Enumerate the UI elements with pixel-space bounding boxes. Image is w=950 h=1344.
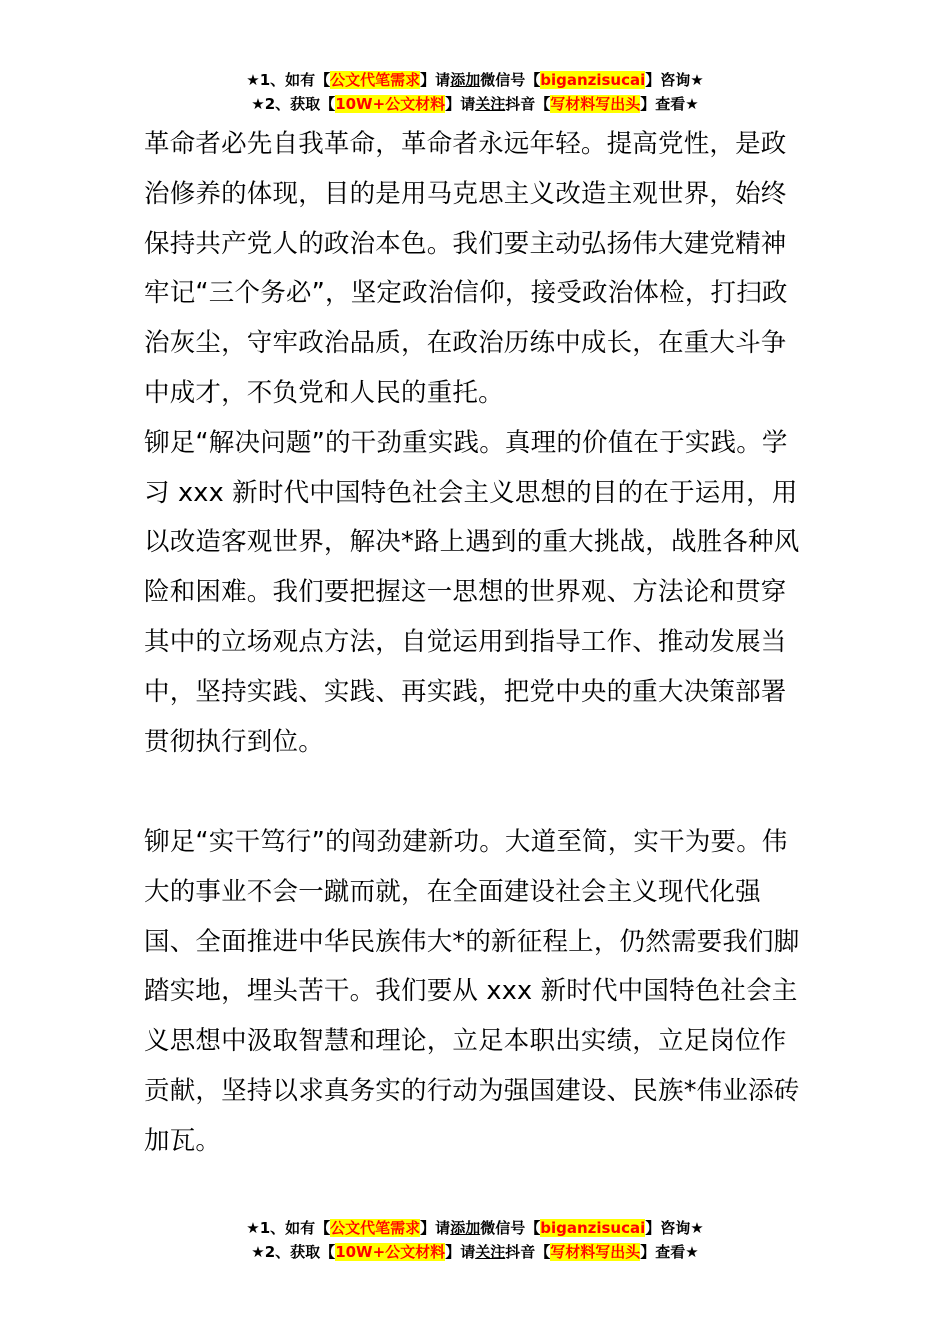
footer-line1-highlight-writing-service: 公文代笔需求 bbox=[330, 1219, 421, 1237]
footer-line2-text-c: 】请 bbox=[445, 1243, 476, 1261]
banner-line1-highlight-wechat-id: biganzisucai bbox=[540, 71, 646, 89]
footer-banner bbox=[0, 1216, 950, 1264]
banner-line1-text-e: 微信号【 bbox=[480, 71, 541, 89]
banner-line-2 bbox=[0, 92, 950, 116]
footer-banner-line-1 bbox=[0, 1216, 950, 1240]
footer-line1-highlight-wechat-id: biganzisucai bbox=[540, 1219, 646, 1237]
document-body-section-1 bbox=[144, 120, 808, 767]
footer-line1-underlined-add: 添加 bbox=[450, 1219, 481, 1237]
footer-line1-text-e: 微信号【 bbox=[480, 1219, 541, 1237]
banner-line2-text-g: 】查看★ bbox=[640, 95, 699, 113]
footer-line2-highlight-materials: 10W+公文材料 bbox=[335, 1243, 446, 1261]
paragraph-political-cultivation: 革命者必先自我革命，革命者永远年轻。提高党性，是政治修养的体现，目的是用马克思主义改造主观世界，始终保持共产党人的政治本色。我们要主动弘扬伟大建党精神牢记“三个务必”，坚定政治信仰，接受政治体检，打扫政治灰尘，守牢政治品质，在政治历练中成长，在重大斗争中成才，不负党和人民的重托。 bbox=[144, 129, 788, 408]
footer-line1-text-c: 】请 bbox=[420, 1219, 451, 1237]
header-banner bbox=[0, 68, 950, 116]
paragraph-hard-work: 铆足“实干笃行”的闯劲建新功。大道至简，实干为要。伟大的事业不会一蹴而就，在全面建设社会主义现代化强国、全面推进中华民族伟大*的新征程上，仍然需要我们脚踏实地，埋头苦干。我们要从 xxx 新时代中国特色社会主义思想中汲取智慧和理论，立足本职出实绩，立足岗位作贡献，坚持以求真务实的行动为强国建设、民族*伟业添砖加瓦。 bbox=[144, 827, 800, 1156]
banner-line1-underlined-add: 添加 bbox=[450, 71, 481, 89]
banner-line2-text-a: ★2、获取【 bbox=[251, 95, 336, 113]
banner-line1-text-c: 】请 bbox=[420, 71, 451, 89]
footer-line2-highlight-douyin-account: 写材料写出头 bbox=[550, 1243, 641, 1261]
footer-line2-text-a: ★2、获取【 bbox=[251, 1243, 336, 1261]
banner-line2-text-c: 】请 bbox=[445, 95, 476, 113]
banner-line1-text-g: 】咨询★ bbox=[645, 71, 704, 89]
document-body-section-2 bbox=[144, 818, 808, 1167]
footer-line1-text-g: 】咨询★ bbox=[645, 1219, 704, 1237]
banner-line2-underlined-follow: 关注 bbox=[475, 95, 506, 113]
footer-line2-text-e: 抖音【 bbox=[505, 1243, 551, 1261]
banner-line-1 bbox=[0, 68, 950, 92]
banner-line1-text-a: ★1、如有【 bbox=[246, 71, 331, 89]
banner-line1-highlight-writing-service: 公文代笔需求 bbox=[330, 71, 421, 89]
footer-line1-text-a: ★1、如有【 bbox=[246, 1219, 331, 1237]
footer-line2-underlined-follow: 关注 bbox=[475, 1243, 506, 1261]
footer-banner-line-2 bbox=[0, 1240, 950, 1264]
banner-line2-text-e: 抖音【 bbox=[505, 95, 551, 113]
banner-line2-highlight-douyin-account: 写材料写出头 bbox=[550, 95, 641, 113]
banner-line2-highlight-materials: 10W+公文材料 bbox=[335, 95, 446, 113]
footer-line2-text-g: 】查看★ bbox=[640, 1243, 699, 1261]
paragraph-practice: 铆足“解决问题”的干劲重实践。真理的价值在于实践。学习 xxx 新时代中国特色社会主义思想的目的在于运用，用以改造客观世界，解决*路上遇到的重大挑战，战胜各种风险和困难。我们要把握这一思想的世界观、方法论和贯穿其中的立场观点方法，自觉运用到指导工作、推动发展当中，坚持实践、实践、再实践，把党中央的重大决策部署贯彻执行到位。 bbox=[144, 427, 800, 757]
